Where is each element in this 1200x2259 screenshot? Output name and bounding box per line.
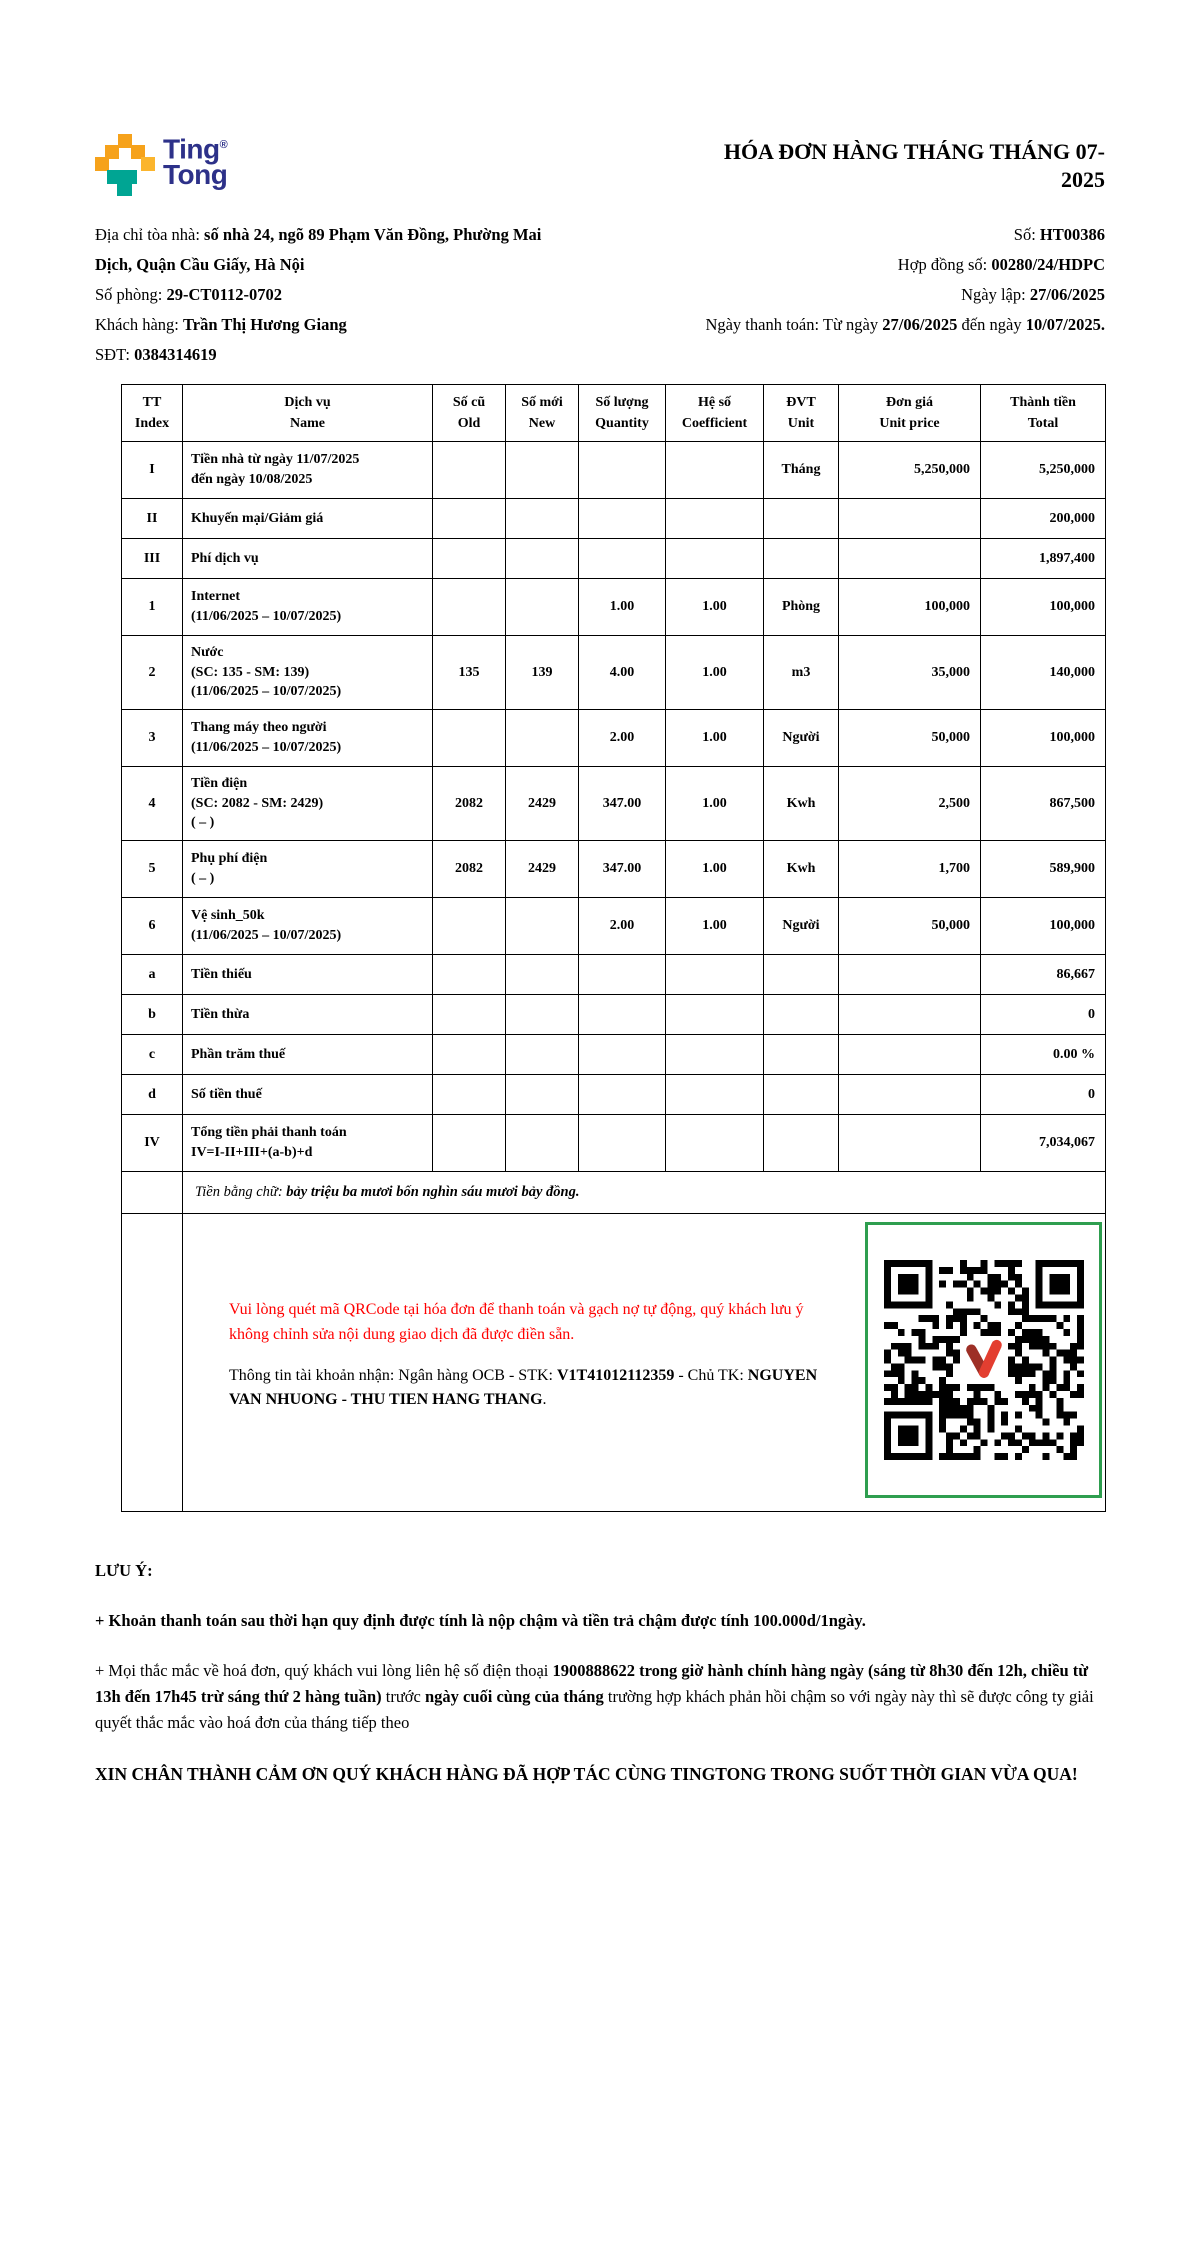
cell-unit-price (839, 995, 981, 1035)
table-header-row (122, 385, 1106, 442)
cell-quantity: 2.00 (579, 710, 666, 767)
footer-notes (95, 1558, 1105, 1788)
cell-new (506, 499, 579, 539)
cell-total: 1,897,400 (981, 539, 1106, 579)
cell-new (506, 539, 579, 579)
cell-quantity: 347.00 (579, 841, 666, 898)
payment-text (229, 1298, 841, 1413)
cell-old (433, 442, 506, 499)
cell-quantity: 1.00 (579, 579, 666, 636)
cell-coefficient (666, 955, 764, 995)
room-number: Số phòng: 29-CT0112-0702 (95, 285, 283, 304)
col-header-quantity: Số lượng Quantity (579, 385, 666, 442)
cell-old (433, 955, 506, 995)
cell-unit (764, 1035, 839, 1075)
cell-total: 5,250,000 (981, 442, 1106, 499)
cell-quantity (579, 1035, 666, 1075)
col-header-name: Dịch vụ Name (183, 385, 433, 442)
cell-quantity (579, 442, 666, 499)
cell-old (433, 1115, 506, 1172)
contract-number: Hợp đồng số: 00280/24/HDPC (897, 255, 1105, 274)
cell-new (506, 1115, 579, 1172)
payment-row (122, 1214, 1106, 1512)
tingtong-logo-text (163, 132, 228, 191)
table-row (122, 1075, 1106, 1115)
cell-total: 7,034,067 (981, 1115, 1106, 1172)
cell-unit (764, 955, 839, 995)
cell-service-name: Phí dịch vụ (183, 539, 433, 579)
notes-heading: LƯU Ý: (95, 1561, 153, 1580)
col-header-unit-price: Đơn giá Unit price (839, 385, 981, 442)
cell-index: 6 (122, 898, 183, 955)
cell-coefficient (666, 539, 764, 579)
invoice-title-line2: 2025 (1061, 167, 1105, 192)
table-row (122, 767, 1106, 841)
cell-new (506, 995, 579, 1035)
col-header-total: Thành tiền Total (981, 385, 1106, 442)
cell-service-name: Tiền thiếu (183, 955, 433, 995)
cell-total: 100,000 (981, 898, 1106, 955)
cell-old: 135 (433, 636, 506, 710)
cell-total: 200,000 (981, 499, 1106, 539)
table-row (122, 499, 1106, 539)
cell-old (433, 995, 506, 1035)
cell-unit-price (839, 1075, 981, 1115)
cell-new (506, 442, 579, 499)
cell-index: IV (122, 1115, 183, 1172)
cell-unit-price: 50,000 (839, 710, 981, 767)
cell-quantity: 4.00 (579, 636, 666, 710)
cell-unit: Người (764, 710, 839, 767)
table-row (122, 995, 1106, 1035)
payment-period: Ngày thanh toán: Từ ngày 27/06/2025 đến ngày 10/07/2025. (705, 315, 1105, 334)
cell-coefficient (666, 442, 764, 499)
cell-coefficient: 1.00 (666, 710, 764, 767)
cell-unit-price: 50,000 (839, 898, 981, 955)
cell-unit-price: 2,500 (839, 767, 981, 841)
amount-in-words-row (122, 1172, 1106, 1214)
col-header-coefficient: Hệ số Coefficient (666, 385, 764, 442)
cell-service-name: Tổng tiền phải thanh toán IV=I-II+III+(a-b)+d (183, 1115, 433, 1172)
tingtong-logo (95, 132, 227, 196)
invoice-meta (565, 220, 1105, 370)
cell-quantity (579, 499, 666, 539)
cell-quantity (579, 539, 666, 579)
cell-coefficient (666, 1075, 764, 1115)
cell-unit: Người (764, 898, 839, 955)
vietqr-code (865, 1222, 1102, 1498)
cell-coefficient: 1.00 (666, 841, 764, 898)
cell-new (506, 710, 579, 767)
cell-index: III (122, 539, 183, 579)
cell-index: 4 (122, 767, 183, 841)
cell-index: 1 (122, 579, 183, 636)
cell-total: 589,900 (981, 841, 1106, 898)
invoice-title-line1: HÓA ĐƠN HÀNG THÁNG THÁNG 07- (723, 139, 1105, 164)
cell-old (433, 898, 506, 955)
cell-unit: Kwh (764, 841, 839, 898)
amount-in-words: Tiền bằng chữ: bảy triệu ba mươi bốn nghìn sáu mươi bảy đồng. (183, 1172, 1106, 1214)
cell-quantity (579, 955, 666, 995)
invoice-title (724, 138, 1105, 194)
tingtong-logo-icon (95, 134, 155, 196)
table-row (122, 898, 1106, 955)
col-header-unit: ĐVT Unit (764, 385, 839, 442)
cell-unit-price (839, 1115, 981, 1172)
cell-total: 0.00 % (981, 1035, 1106, 1075)
cell-coefficient (666, 995, 764, 1035)
cell-service-name: Tiền nhà từ ngày 11/07/2025 đến ngày 10/08/2025 (183, 442, 433, 499)
cell-quantity (579, 1115, 666, 1172)
cell-unit-price: 5,250,000 (839, 442, 981, 499)
cell-old (433, 539, 506, 579)
table-row (122, 710, 1106, 767)
cell-new (506, 579, 579, 636)
late-fee-note: + Khoản thanh toán sau thời hạn quy định được tính là nộp chậm và tiền trả chậm được tính 100.000d/1ngày. (95, 1611, 866, 1630)
cell-unit-price (839, 1035, 981, 1075)
cell-total: 0 (981, 1075, 1106, 1115)
cell-service-name: Tiền điện (SC: 2082 - SM: 2429) ( – ) (183, 767, 433, 841)
cell-coefficient (666, 499, 764, 539)
invoice-table (121, 384, 1106, 1512)
cell-unit (764, 1115, 839, 1172)
cell-unit: Tháng (764, 442, 839, 499)
cell-unit-price: 1,700 (839, 841, 981, 898)
cell-new (506, 955, 579, 995)
registered-mark: ® (219, 139, 228, 151)
cell-unit: Phòng (764, 579, 839, 636)
cell-new: 139 (506, 636, 579, 710)
cell-index: a (122, 955, 183, 995)
cell-unit (764, 1075, 839, 1115)
cell-service-name: Internet (11/06/2025 – 10/07/2025) (183, 579, 433, 636)
cell-unit-price (839, 499, 981, 539)
cell-coefficient: 1.00 (666, 636, 764, 710)
cell-service-name: Tiền thừa (183, 995, 433, 1035)
cell-total: 100,000 (981, 579, 1106, 636)
qr-instruction-note: Vui lòng quét mã QRCode tại hóa đơn để thanh toán và gạch nợ tự động, quý khách lưu ý không chỉnh sửa nội dung giao dịch đã được điền sẵn. (229, 1301, 804, 1343)
cell-new: 2429 (506, 767, 579, 841)
cell-unit-price: 35,000 (839, 636, 981, 710)
cell-unit-price (839, 539, 981, 579)
cell-coefficient (666, 1115, 764, 1172)
cell-unit: m3 (764, 636, 839, 710)
col-header-old: Số cũ Old (433, 385, 506, 442)
cell-new: 2429 (506, 841, 579, 898)
cell-old: 2082 (433, 767, 506, 841)
col-header-new: Số mới New (506, 385, 579, 442)
table-row (122, 442, 1106, 499)
cell-coefficient: 1.00 (666, 767, 764, 841)
cell-new (506, 898, 579, 955)
table-row (122, 579, 1106, 636)
invoice-header (95, 132, 1105, 196)
cell-unit (764, 995, 839, 1035)
table-row (122, 841, 1106, 898)
cell-old (433, 579, 506, 636)
payment-cell (183, 1214, 1106, 1512)
cell-index: II (122, 499, 183, 539)
col-header-index: TT Index (122, 385, 183, 442)
cell-service-name: Thang máy theo người (11/06/2025 – 10/07/2025) (183, 710, 433, 767)
cell-service-name: Khuyến mại/Giảm giá (183, 499, 433, 539)
table-row (122, 1115, 1106, 1172)
cell-service-name: Phần trăm thuế (183, 1035, 433, 1075)
cell-old (433, 1075, 506, 1115)
cell-old (433, 499, 506, 539)
cell-old: 2082 (433, 841, 506, 898)
logo-word-tong: Tong (163, 159, 228, 191)
thank-you-note: XIN CHÂN THÀNH CẢM ƠN QUÝ KHÁCH HÀNG ĐÃ HỢP TÁC CÙNG TINGTONG TRONG SUỐT THỜI GIAN VỪA QUA! (95, 1764, 1078, 1784)
cell-index: b (122, 995, 183, 1035)
empty-cell (122, 1172, 183, 1214)
cell-quantity: 2.00 (579, 898, 666, 955)
cell-service-name: Vệ sinh_50k (11/06/2025 – 10/07/2025) (183, 898, 433, 955)
cell-unit: Kwh (764, 767, 839, 841)
logo-word-ting: Ting (163, 133, 220, 165)
cell-total: 86,667 (981, 955, 1106, 995)
issue-date: Ngày lập: 27/06/2025 (961, 285, 1105, 304)
empty-cell (122, 1214, 183, 1512)
cell-total: 140,000 (981, 636, 1106, 710)
contact-note: + Mọi thắc mắc về hoá đơn, quý khách vui lòng liên hệ số điện thoại 1900888622 trong giờ hành chính hàng ngày (sáng từ 8h30 đến 12h, chiều từ 13h đến 17h45 trừ sáng thứ 2 hàng tuần) trước ngày cuối cùng của tháng trường hợp khách phản hồi chậm so với ngày này thì sẽ được công ty giải quyết thắc mắc vào hoá đơn của tháng tiếp theo (95, 1661, 1094, 1732)
cell-index: I (122, 442, 183, 499)
table-row (122, 539, 1106, 579)
invoice-info (95, 220, 1105, 370)
cell-old (433, 1035, 506, 1075)
cell-unit (764, 539, 839, 579)
cell-unit-price: 100,000 (839, 579, 981, 636)
cell-index: c (122, 1035, 183, 1075)
vietqr-v-logo (961, 1337, 1007, 1383)
cell-old (433, 710, 506, 767)
cell-index: 3 (122, 710, 183, 767)
invoice-number: Số: HT00386 (1013, 225, 1105, 244)
cell-service-name: Phụ phí điện ( – ) (183, 841, 433, 898)
building-address: Địa chỉ tòa nhà: số nhà 24, ngõ 89 Phạm Văn Đồng, Phường Mai Dịch, Quận Cầu Giấy, Hà Nội (95, 225, 542, 274)
cell-unit (764, 499, 839, 539)
cell-quantity: 347.00 (579, 767, 666, 841)
customer-phone: SĐT: 0384314619 (95, 345, 217, 364)
cell-total: 0 (981, 995, 1106, 1035)
table-row (122, 636, 1106, 710)
cell-coefficient: 1.00 (666, 898, 764, 955)
bank-account-info: Thông tin tài khoản nhận: Ngân hàng OCB - STK: V1T41012112359 - Chủ TK: NGUYEN VAN NHUONG - THU TIEN HANG THANG. (229, 1366, 818, 1409)
cell-coefficient (666, 1035, 764, 1075)
cell-new (506, 1075, 579, 1115)
cell-total: 100,000 (981, 710, 1106, 767)
cell-coefficient: 1.00 (666, 579, 764, 636)
cell-new (506, 1035, 579, 1075)
cell-quantity (579, 1075, 666, 1115)
cell-unit-price (839, 955, 981, 995)
table-row (122, 1035, 1106, 1075)
cell-service-name: Nước (SC: 135 - SM: 139) (11/06/2025 – 10/07/2025) (183, 636, 433, 710)
cell-index: 2 (122, 636, 183, 710)
cell-index: 5 (122, 841, 183, 898)
table-row (122, 955, 1106, 995)
invoice-table-body (122, 442, 1106, 1172)
cell-index: d (122, 1075, 183, 1115)
customer-name: Khách hàng: Trần Thị Hương Giang (95, 315, 347, 334)
cell-service-name: Số tiền thuế (183, 1075, 433, 1115)
cell-quantity (579, 995, 666, 1035)
customer-info (95, 220, 565, 370)
cell-total: 867,500 (981, 767, 1106, 841)
